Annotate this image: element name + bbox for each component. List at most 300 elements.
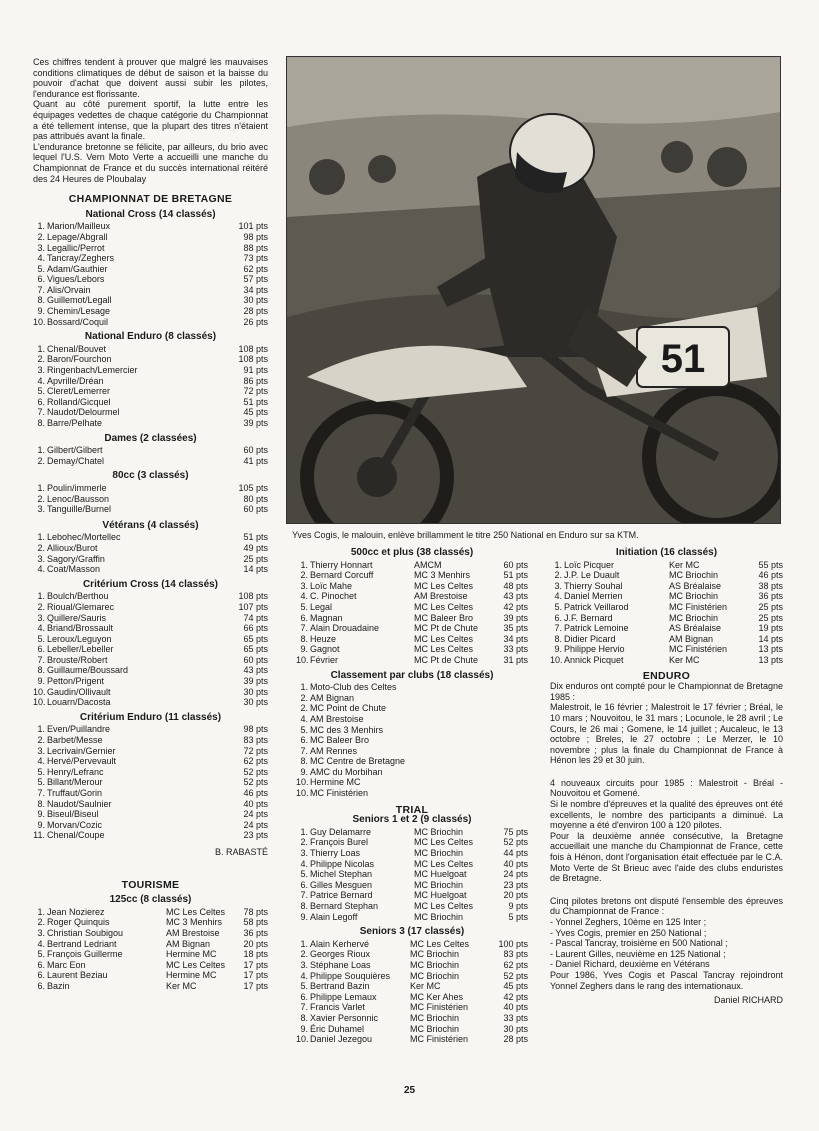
ranking-row <box>33 970 268 981</box>
points: 28 pts <box>503 1034 528 1045</box>
club-name: MC Briochin <box>669 570 719 581</box>
rank-number: 8. <box>300 633 308 644</box>
rider-name: Petton/Prigent <box>47 676 105 687</box>
rank-number: 5. <box>37 766 45 777</box>
ranking-row <box>33 344 268 355</box>
rank-number: 4. <box>300 713 308 724</box>
rank-number: 2. <box>554 570 562 581</box>
rider-name: Rioual/Glemarec <box>47 601 115 612</box>
ranking-row <box>33 376 268 387</box>
rider-name: Christian Soubigou <box>47 927 124 938</box>
ranking-row <box>33 564 268 575</box>
ranking-row <box>33 221 268 232</box>
rider-name: Jean Nozierez <box>47 906 105 917</box>
rank-number: 5. <box>37 263 45 274</box>
club-name: MC Les Celtes <box>410 938 470 949</box>
ranking-row <box>33 274 268 285</box>
rider-name: Éric Duhamel <box>310 1023 365 1034</box>
rider-name: Gilles Mesguen <box>310 879 373 890</box>
ranking-row <box>33 295 268 306</box>
points: 9 pts <box>508 901 528 911</box>
rank-number: 3. <box>300 580 308 591</box>
rider-name: Bazin <box>47 980 70 991</box>
rank-number: 5. <box>300 869 308 880</box>
ranking-row <box>33 554 268 565</box>
ranking-row <box>550 655 783 666</box>
section-title: Initiation (16 classés) <box>615 547 718 558</box>
intro-text <box>33 57 268 184</box>
points: 17 pts <box>243 959 268 970</box>
club-name: MC Finistérien <box>410 1034 469 1045</box>
ranking-row <box>33 928 268 939</box>
rank-number: 3. <box>37 504 45 515</box>
club-name: Hermine MC <box>166 970 217 981</box>
rider-name: Barbet/Messe <box>47 735 103 746</box>
ranking-row <box>33 591 268 602</box>
rank-number: 1. <box>37 445 45 456</box>
ranking-row <box>33 949 268 960</box>
rider-name: Lecrivain/Gernier <box>47 745 116 756</box>
rider-name: Bertrand Ledriant <box>47 938 117 949</box>
page-number: 25 <box>403 1085 416 1096</box>
rider-name: Henry/Lefranc <box>47 766 104 777</box>
points: 24 pts <box>503 869 528 880</box>
left-column <box>33 57 268 992</box>
ranking-row <box>33 634 268 645</box>
points: 25 pts <box>243 553 268 564</box>
points: 38 pts <box>758 580 783 591</box>
rider-name: Annick Picquet <box>564 654 624 665</box>
rider-name: Adam/Gauthier <box>47 263 108 274</box>
rider-name: Biseul/Biseul <box>47 809 99 820</box>
rider-name: Bernard Stephan <box>310 901 379 911</box>
ranking-row <box>33 676 268 687</box>
club-name: MC Baleer Bro <box>414 612 474 623</box>
points: 107 pts <box>238 601 268 612</box>
rank-number: 3. <box>37 242 45 253</box>
points: 25 pts <box>758 601 783 612</box>
points: 36 pts <box>243 927 268 938</box>
ranking-row <box>296 1013 528 1024</box>
ranking-row <box>33 830 268 841</box>
rank-number: 4. <box>37 756 45 767</box>
club-name: MC Finistérien <box>669 644 728 655</box>
rank-number: 6. <box>37 959 45 970</box>
ranking-row <box>33 285 268 296</box>
rank-number: 8. <box>37 798 45 809</box>
rank-number: 8. <box>300 756 308 767</box>
points: 100 pts <box>498 938 528 949</box>
seniors-3-section <box>296 927 528 1045</box>
ranking-row <box>550 570 783 581</box>
points: 30 pts <box>503 1023 528 1034</box>
rank-number: 9. <box>554 644 562 655</box>
points: 60 pts <box>243 445 268 456</box>
80cc-section <box>33 471 268 514</box>
rank-number: 6. <box>300 879 308 890</box>
rank-number: 8. <box>37 665 45 676</box>
ranking-row <box>296 570 528 581</box>
ranking-row <box>296 655 528 666</box>
rank-number: 6. <box>554 612 562 623</box>
ranking-row <box>33 264 268 275</box>
ranking-row <box>33 232 268 243</box>
intro-paragraph: L'endurance bretonne se félicite, par ailleurs, du brio avec lequel l'U.S. Vern Moto Verte a accueilli une manche du Championnat de France et du succès international réitéré des 24 Heures de Ploubalay <box>33 141 268 184</box>
club-name: MC Briochin <box>669 591 719 602</box>
points: 105 pts <box>238 482 268 493</box>
rider-name: MC Centre de Bretagne <box>310 756 406 767</box>
rank-number: 11. <box>33 830 45 841</box>
club-name: MC Huelgoat <box>414 890 467 901</box>
ranking-row <box>550 644 783 655</box>
national-enduro-section <box>33 332 268 428</box>
points: 34 pts <box>243 284 268 295</box>
points: 41 pts <box>243 455 268 466</box>
points: 72 pts <box>243 386 268 397</box>
points: 43 pts <box>243 665 268 676</box>
points: 58 pts <box>243 917 268 928</box>
rider-name: J.P. Le Duault <box>564 570 620 581</box>
rank-number: 4. <box>554 591 562 602</box>
pilot-line: - Yonnel Zeghers, 10ème en 125 Inter ; <box>550 917 707 927</box>
points: 25 pts <box>758 612 783 623</box>
criterium-enduro-section <box>33 713 268 841</box>
points: 14 pts <box>243 564 268 575</box>
club-name: AM Bignan <box>166 938 211 949</box>
rank-number: 9. <box>300 911 308 922</box>
ranking-row <box>33 543 268 554</box>
ranking-row <box>33 483 268 494</box>
ranking-row <box>33 407 268 418</box>
rider-name: AM Bignan <box>310 692 355 703</box>
club-name: MC Les Celtes <box>414 837 474 848</box>
points: 23 pts <box>243 830 268 841</box>
trial-title: TRIAL <box>395 803 429 816</box>
rank-number: 1. <box>37 724 45 735</box>
rider-name: Guillaume/Boussard <box>47 665 129 676</box>
pilot-line: - Pascal Tancray, troisième en 500 National ; <box>550 938 728 949</box>
rider-name: Lepage/Abgrall <box>47 231 108 242</box>
club-name: MC Huelgoat <box>414 869 467 880</box>
rank-number: 4. <box>37 564 45 575</box>
points: 51 pts <box>503 570 528 581</box>
ranking-row <box>33 623 268 634</box>
rider-name: Chenal/Coupe <box>47 830 105 841</box>
rider-name: Chemin/Lesage <box>47 306 111 317</box>
points: 62 pts <box>243 263 268 274</box>
rank-number: 3. <box>300 959 308 970</box>
ranking-row <box>33 418 268 429</box>
points: 36 pts <box>758 591 783 602</box>
rider-name: Marion/Mailleux <box>47 221 111 232</box>
seniors-1-2-section <box>296 815 528 922</box>
rider-name: Guy Delamarre <box>310 826 372 837</box>
criterium-cross-section <box>33 580 268 708</box>
rank-number: 3. <box>554 580 562 591</box>
rank-number: 1. <box>37 482 45 493</box>
club-name: MC Les Celtes <box>414 580 474 591</box>
rank-number: 3. <box>300 848 308 859</box>
rank-number: 2. <box>37 917 45 928</box>
club-name: Ker MC <box>410 981 441 992</box>
ranking-row <box>296 746 528 757</box>
points: 78 pts <box>243 906 268 917</box>
points: 80 pts <box>243 493 268 504</box>
ranking-row <box>296 591 528 602</box>
rank-number: 1. <box>37 906 45 917</box>
points: 14 pts <box>758 633 783 644</box>
rank-number: 2. <box>300 837 308 848</box>
rider-name: Truffaut/Gorin <box>47 788 103 798</box>
points: 24 pts <box>243 809 268 820</box>
points: 17 pts <box>243 980 268 991</box>
rider-name: Ringenbach/Lemercier <box>47 365 138 376</box>
points: 60 pts <box>243 504 268 515</box>
rider-name: Philippe Hervio <box>564 644 625 655</box>
club-name: MC Les Celtes <box>414 633 474 644</box>
rank-number: 2. <box>300 949 308 960</box>
ranking-row <box>550 602 783 613</box>
points: 52 pts <box>503 970 528 981</box>
points: 17 pts <box>243 970 268 981</box>
photo-caption: Yves Cogis, le malouin, enlève brillamment le titre 250 National en Enduro sur sa KTM. <box>292 530 639 540</box>
section-title: Critérium Cross (14 classés) <box>82 578 219 590</box>
rider-name: Alain Legoff <box>310 911 358 922</box>
ranking-row <box>296 1002 528 1013</box>
section-title: Critérium Enduro (11 classés) <box>79 711 222 723</box>
rider-name: Philippe Souquières <box>310 970 391 981</box>
ranking-row <box>296 725 528 736</box>
rider-name: Lebeller/Lebeller <box>47 644 114 655</box>
rank-number: 7. <box>300 745 308 756</box>
rider-name: Billant/Merour <box>47 777 103 788</box>
rank-number: 5. <box>300 601 308 612</box>
club-name: Ker MC <box>669 559 700 570</box>
rank-number: 3. <box>37 612 45 623</box>
ranking-row <box>33 697 268 708</box>
points: 57 pts <box>243 274 268 285</box>
points: 19 pts <box>758 623 783 634</box>
ranking-row <box>296 880 528 891</box>
club-name: MC Briochin <box>410 970 460 981</box>
rank-number: 10. <box>296 777 309 788</box>
rank-number: 1. <box>554 559 562 570</box>
rank-number: 1. <box>37 532 45 543</box>
rider-name: Naudot/Saulnier <box>47 798 112 809</box>
rank-number: 6. <box>300 991 308 1002</box>
rider-name: Thierry Souhal <box>564 580 623 591</box>
ranking-row <box>296 714 528 725</box>
points: 74 pts <box>243 612 268 623</box>
rider-name: Patrice Bernard <box>310 890 373 901</box>
rider-name: J.F. Bernard <box>564 612 613 623</box>
points: 44 pts <box>503 848 528 859</box>
ranking-row <box>550 591 783 602</box>
club-name: MC Pt de Chute <box>414 654 479 665</box>
points: 66 pts <box>243 623 268 634</box>
rank-number: 9. <box>37 306 45 317</box>
right-column <box>550 548 783 1006</box>
rider-name: Allioux/Burot <box>47 542 98 553</box>
tourisme-title: TOURISME <box>121 878 180 891</box>
rider-name: Stéphane Loas <box>310 959 371 970</box>
rider-name: MC Baleer Bro <box>310 735 370 746</box>
ranking-row <box>33 788 268 799</box>
rider-name: Bertrand Bazin <box>310 981 370 992</box>
rider-name: Philippe Lemaux <box>310 991 377 1002</box>
ranking-row <box>296 788 528 799</box>
points: 51 pts <box>243 396 268 407</box>
rank-number: 2. <box>300 692 308 703</box>
ranking-row <box>33 799 268 810</box>
club-name: MC 3 Menhirs <box>414 570 471 581</box>
points: 101 pts <box>238 221 268 232</box>
rank-number: 2. <box>37 601 45 612</box>
points: 5 pts <box>508 911 528 922</box>
club-name: MC Briochin <box>410 949 460 960</box>
rider-name: Alis/Orvain <box>47 284 91 295</box>
rank-number: 1. <box>300 826 308 837</box>
ranking-row <box>296 623 528 634</box>
ranking-row <box>33 243 268 254</box>
ranking-row <box>33 820 268 831</box>
rank-number: 2. <box>300 703 308 714</box>
rank-number: 10. <box>296 788 309 799</box>
rank-number: 6. <box>37 980 45 991</box>
ranking-row <box>33 494 268 505</box>
ranking-row <box>33 960 268 971</box>
ranking-row <box>33 602 268 613</box>
enduro-paragraph: Si le nombre d'épreuves et la qualité des épreuves ont été excellents, le nombre des participants a diminué. La moyenne a été d'environ 100 à 120 pilotes. <box>550 799 783 831</box>
ranking-row <box>550 560 783 571</box>
rider-name: Morvan/Cozic <box>47 819 103 830</box>
ranking-row <box>296 682 528 693</box>
enduro-paragraph: 4 nouveaux circuits pour 1985 : Malestroit - Bréal - Nouvoitou et Gomené. <box>550 777 783 799</box>
rank-number: 6. <box>300 612 308 623</box>
rank-number: 6. <box>300 735 308 746</box>
rider-name: Tancray/Zeghers <box>47 253 115 264</box>
points: 30 pts <box>243 686 268 697</box>
points: 40 pts <box>243 798 268 809</box>
ranking-row <box>33 456 268 467</box>
club-name: AM Brestoise <box>414 591 468 602</box>
rider-name: AMC du Morbihan <box>310 766 383 777</box>
section-title: Seniors 3 (17 classés) <box>359 926 465 938</box>
points: 60 pts <box>503 559 528 570</box>
rank-number: 9. <box>300 766 308 777</box>
rank-number: 7. <box>37 654 45 665</box>
rider-name: Poulin/immerle <box>47 482 107 493</box>
section-title: Classement par clubs (18 classés) <box>330 669 494 681</box>
rider-name: Alain Drouadaine <box>310 623 380 634</box>
ranking-row <box>296 971 528 982</box>
points: 60 pts <box>243 654 268 665</box>
club-name: MC Finistérien <box>410 1002 469 1013</box>
rider-name: Quillere/Sauris <box>47 612 107 623</box>
rider-name: Michel Stephan <box>310 869 373 880</box>
rider-name: Daniel Merrien <box>564 591 623 602</box>
ranking-row <box>296 703 528 714</box>
ranking-row <box>33 746 268 757</box>
ranking-row <box>296 1024 528 1035</box>
ranking-row <box>33 644 268 655</box>
championnat-title: CHAMPIONNAT DE BRETAGNE <box>68 193 233 206</box>
points: 88 pts <box>243 242 268 253</box>
rider-name: Alain Kerhervé <box>310 938 370 949</box>
points: 108 pts <box>238 343 268 354</box>
ranking-row <box>33 655 268 666</box>
rider-name: Briand/Brossault <box>47 623 114 634</box>
ranking-row <box>296 901 528 912</box>
points: 52 pts <box>503 837 528 848</box>
rider-name: Cleret/Lemerrer <box>47 386 111 397</box>
ranking-row <box>33 354 268 365</box>
initiation-section <box>550 548 783 666</box>
club-name: AS Bréalaise <box>669 580 722 591</box>
points: 98 pts <box>243 724 268 735</box>
ranking-row <box>296 869 528 880</box>
enduro-paragraph: Pour la deuxième année consécutive, la Bretagne accueillait une manche du Championnat de France, cette fois à Hénon, dont l'organisation était effectuée par le C.A. Moto Verte de St Brieuc avec l'aide des clubs enduristes de Bretagne. <box>550 830 783 884</box>
ranking-row <box>296 581 528 592</box>
rank-number: 3. <box>37 927 45 938</box>
rider-name: Marc Eon <box>47 959 86 970</box>
points: 108 pts <box>238 354 268 365</box>
rank-number: 4. <box>37 938 45 949</box>
rider-name: Even/Puillandre <box>47 724 111 735</box>
ranking-row <box>33 306 268 317</box>
rider-name: Xavier Personnic <box>310 1012 379 1023</box>
points: 52 pts <box>243 766 268 777</box>
rank-number: 5. <box>37 633 45 644</box>
middle-column <box>296 548 528 1045</box>
ranking-row <box>33 735 268 746</box>
intro-paragraph: Ces chiffres tendent à prouver que malgré les mauvaises conditions climatiques de début de saison et la baisse du pouvoir d'achat que doivent aussi subir les pilotes, l'endurance est florissante. <box>33 57 268 99</box>
rank-number: 4. <box>37 623 45 634</box>
rank-number: 10. <box>550 654 563 665</box>
rank-number: 7. <box>37 788 45 798</box>
rank-number: 4. <box>300 591 308 602</box>
rank-number: 4. <box>300 858 308 869</box>
race-number: 51 <box>660 337 706 381</box>
club-name: Hermine MC <box>166 949 217 960</box>
rider-name: Hervé/Pervevault <box>47 756 117 767</box>
rank-number: 6. <box>37 396 45 407</box>
points: 62 pts <box>503 959 528 970</box>
points: 18 pts <box>243 949 268 960</box>
rider-name: Louarn/Dacosta <box>47 697 111 708</box>
points: 75 pts <box>503 826 528 837</box>
points: 30 pts <box>243 295 268 306</box>
rank-number: 7. <box>300 890 308 901</box>
rank-number: 9. <box>37 676 45 687</box>
ranking-row <box>33 386 268 397</box>
rider-name: MC des 3 Menhirs <box>310 724 384 735</box>
rank-number: 2. <box>300 570 308 581</box>
points: 98 pts <box>243 231 268 242</box>
club-name: MC Finistérien <box>669 601 728 612</box>
rider-name: Legal <box>310 601 333 612</box>
ranking-row <box>296 602 528 613</box>
points: 33 pts <box>503 644 528 655</box>
ranking-row <box>33 939 268 950</box>
rider-name: Bossard/Coquil <box>47 316 109 327</box>
points: 43 pts <box>503 591 528 602</box>
pilot-line: - Yves Cogis, premier en 250 National ; <box>550 927 707 938</box>
rider-name: Philippe Nicolas <box>310 858 375 869</box>
ranking-row <box>296 848 528 859</box>
club-name: AMCM <box>414 559 442 570</box>
ranking-row <box>33 445 268 456</box>
